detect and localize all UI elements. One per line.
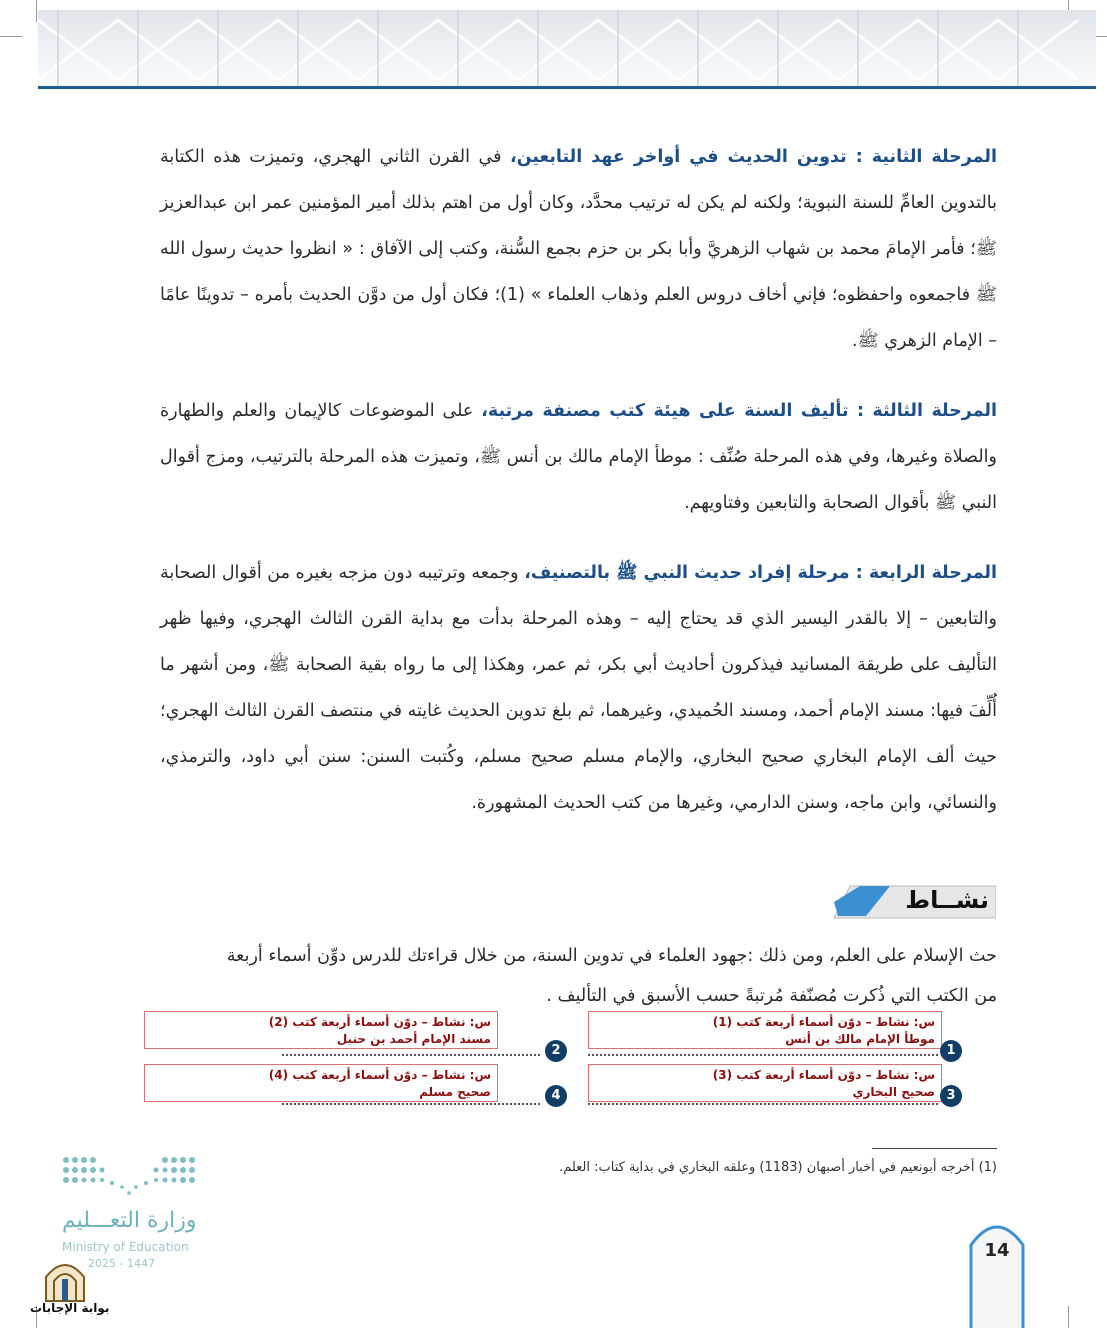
activity-title: نشــاط	[905, 886, 989, 914]
footnote: (1) أخرجه أبونعيم في أخبار أصبهان (1183) وعلقه البخاري في بداية كتاب: العلم.	[559, 1160, 997, 1175]
activity-instruction-line-1: حث الإسلام على العلم، ومن ذلك :جهود العلماء في تدوين السنة، من خلال قراءتك للدرس دوِّن أسماء أربعة	[226, 946, 997, 966]
stage-three-body: على الموضوعات كالإيمان والعلم والطهارة والصلاة وغيرها، وفي هذه المرحلة صُنِّف : موطأ الإمام مالك بن أنس ﷺ، وتميزت هذه المرحلة بالترتيب، ومزج أقوال النبي ﷺ بأقوال الصحابة والتابعين وفتاويهم.	[160, 401, 997, 513]
stage-four-body: وجمعه وترتيبه دون مزجه بغيره من أقوال الصحابة والتابعين – إلا بالقدر اليسير الذي قد يحتاج إليه – وهذه المرحلة بدأت مع بداية القرن الثالث الهجري، وفيها ظهر التأليف على طريقة المسانيد فيذكرون أحاديث أبي بكر، ثم عمر، وهكذا إلى ما رواه بقية الصحابة ﷺ، ومن أشهر ما أُلِّفَ فيها: مسند الإمام أحمد، ومسند الحُميدي، وغيرهما، ثم بلغ تدوين الحديث غايته في منتصف القرن الثالث الهجري؛ حيث ألف الإمام البخاري صحيح البخاري، والإمام مسلم صحيح مسلم، وكُتبت السنن: سنن أبي داود، والترمذي، والنسائي، وابن ماجه، وسنن الدارمي، وغيرها من كتب الحديث المشهورة.	[160, 563, 997, 813]
answer-number-1: 1	[940, 1040, 962, 1062]
portal-name: بوابة الإجابات	[30, 1301, 110, 1315]
answer-dotted-line-4	[282, 1103, 540, 1105]
answer-box-4[interactable]	[144, 1064, 498, 1102]
ministry-name-english: Ministry of Education	[62, 1240, 189, 1254]
answer-question-1: س: نشاط – دوّن أسماء أربعة كتب (1)	[712, 1015, 935, 1029]
answer-dotted-line-1	[588, 1054, 938, 1056]
stage-two-heading: المرحلة الثانية : تدوين الحديث في أواخر عهد التابعين،	[509, 147, 997, 167]
answer-question-4: س: نشاط – دوّن أسماء أربعة كتب (4)	[268, 1068, 491, 1082]
answer-dotted-line-3	[588, 1103, 938, 1105]
paragraph-stage-three	[160, 388, 997, 526]
crop-mark	[0, 36, 22, 37]
answer-question-2: س: نشاط – دوّن أسماء أربعة كتب (2)	[268, 1015, 491, 1029]
footnote-rule	[872, 1148, 997, 1149]
portal-logo-icon	[38, 1255, 92, 1303]
banner-pattern	[38, 10, 1096, 86]
header-rule	[38, 86, 1096, 89]
crop-mark	[36, 0, 37, 22]
answer-number-4: 4	[545, 1085, 567, 1107]
page-number-tab	[967, 1215, 1027, 1328]
answer-question-3: س: نشاط – دوّن أسماء أربعة كتب (3)	[712, 1068, 935, 1082]
stage-four-heading: المرحلة الرابعة : مرحلة إفراد حديث النبي ﷺ بالتصنيف،	[524, 563, 998, 583]
answer-box-1[interactable]	[588, 1011, 942, 1049]
stage-two-body: في القرن الثاني الهجري، وتميزت هذه الكتابة بالتدوين العامِّ للسنة النبوية؛ ولكنه لم يكن له ترتيب محدَّد، وكان أول من اهتم بذلك أمير المؤمنين عمر ابن عبدالعزيز ﷺ؛ فأمر الإمامَ محمد بن شهاب الزهريَّ وأبا بكر بن حزم بجمع السُّنة، وكتب إلى الآفاق : « انظروا حديث رسول الله ﷺ فاجمعوه واحفظوه؛ فإني أخاف دروس العلم وذهاب العلماء » (1)؛ فكان أول من دوَّن الحديث بأمره – تدوينًا عامًا – الإمام الزهري ﷺ.	[160, 147, 997, 351]
page-number: 14	[984, 1240, 1010, 1261]
paragraph-stage-two	[160, 134, 997, 364]
answer-number-3: 3	[940, 1085, 962, 1107]
ministry-logo-icon	[62, 1155, 196, 1197]
answer-text-3: صحيح البخاري	[852, 1085, 935, 1099]
answer-text-1: موطأ الإمام مالك بن أنس	[785, 1032, 935, 1046]
answer-box-2[interactable]	[144, 1011, 498, 1049]
paragraph-stage-four	[160, 550, 997, 826]
header-banner	[38, 10, 1096, 86]
ministry-year: 2025 - 1447	[88, 1257, 155, 1270]
stage-three-heading: المرحلة الثالثة : تأليف السنة على هيئة كتب مصنفة مرتبة،	[481, 401, 997, 421]
activity-instruction-line-2: من الكتب التي ذُكرت مُصنّفة مُرتبةً حسب الأسبق في التأليف .	[546, 986, 997, 1006]
answer-text-2: مسند الإمام أحمد بن حنبل	[336, 1032, 491, 1046]
answer-text-4: صحيح مسلم	[419, 1085, 491, 1099]
answer-box-3[interactable]	[588, 1064, 942, 1102]
crop-mark	[1068, 1306, 1069, 1328]
answer-number-2: 2	[545, 1040, 567, 1062]
ministry-name-arabic: وزارة التعـــليم	[62, 1208, 197, 1233]
answer-dotted-line-2	[282, 1054, 540, 1056]
